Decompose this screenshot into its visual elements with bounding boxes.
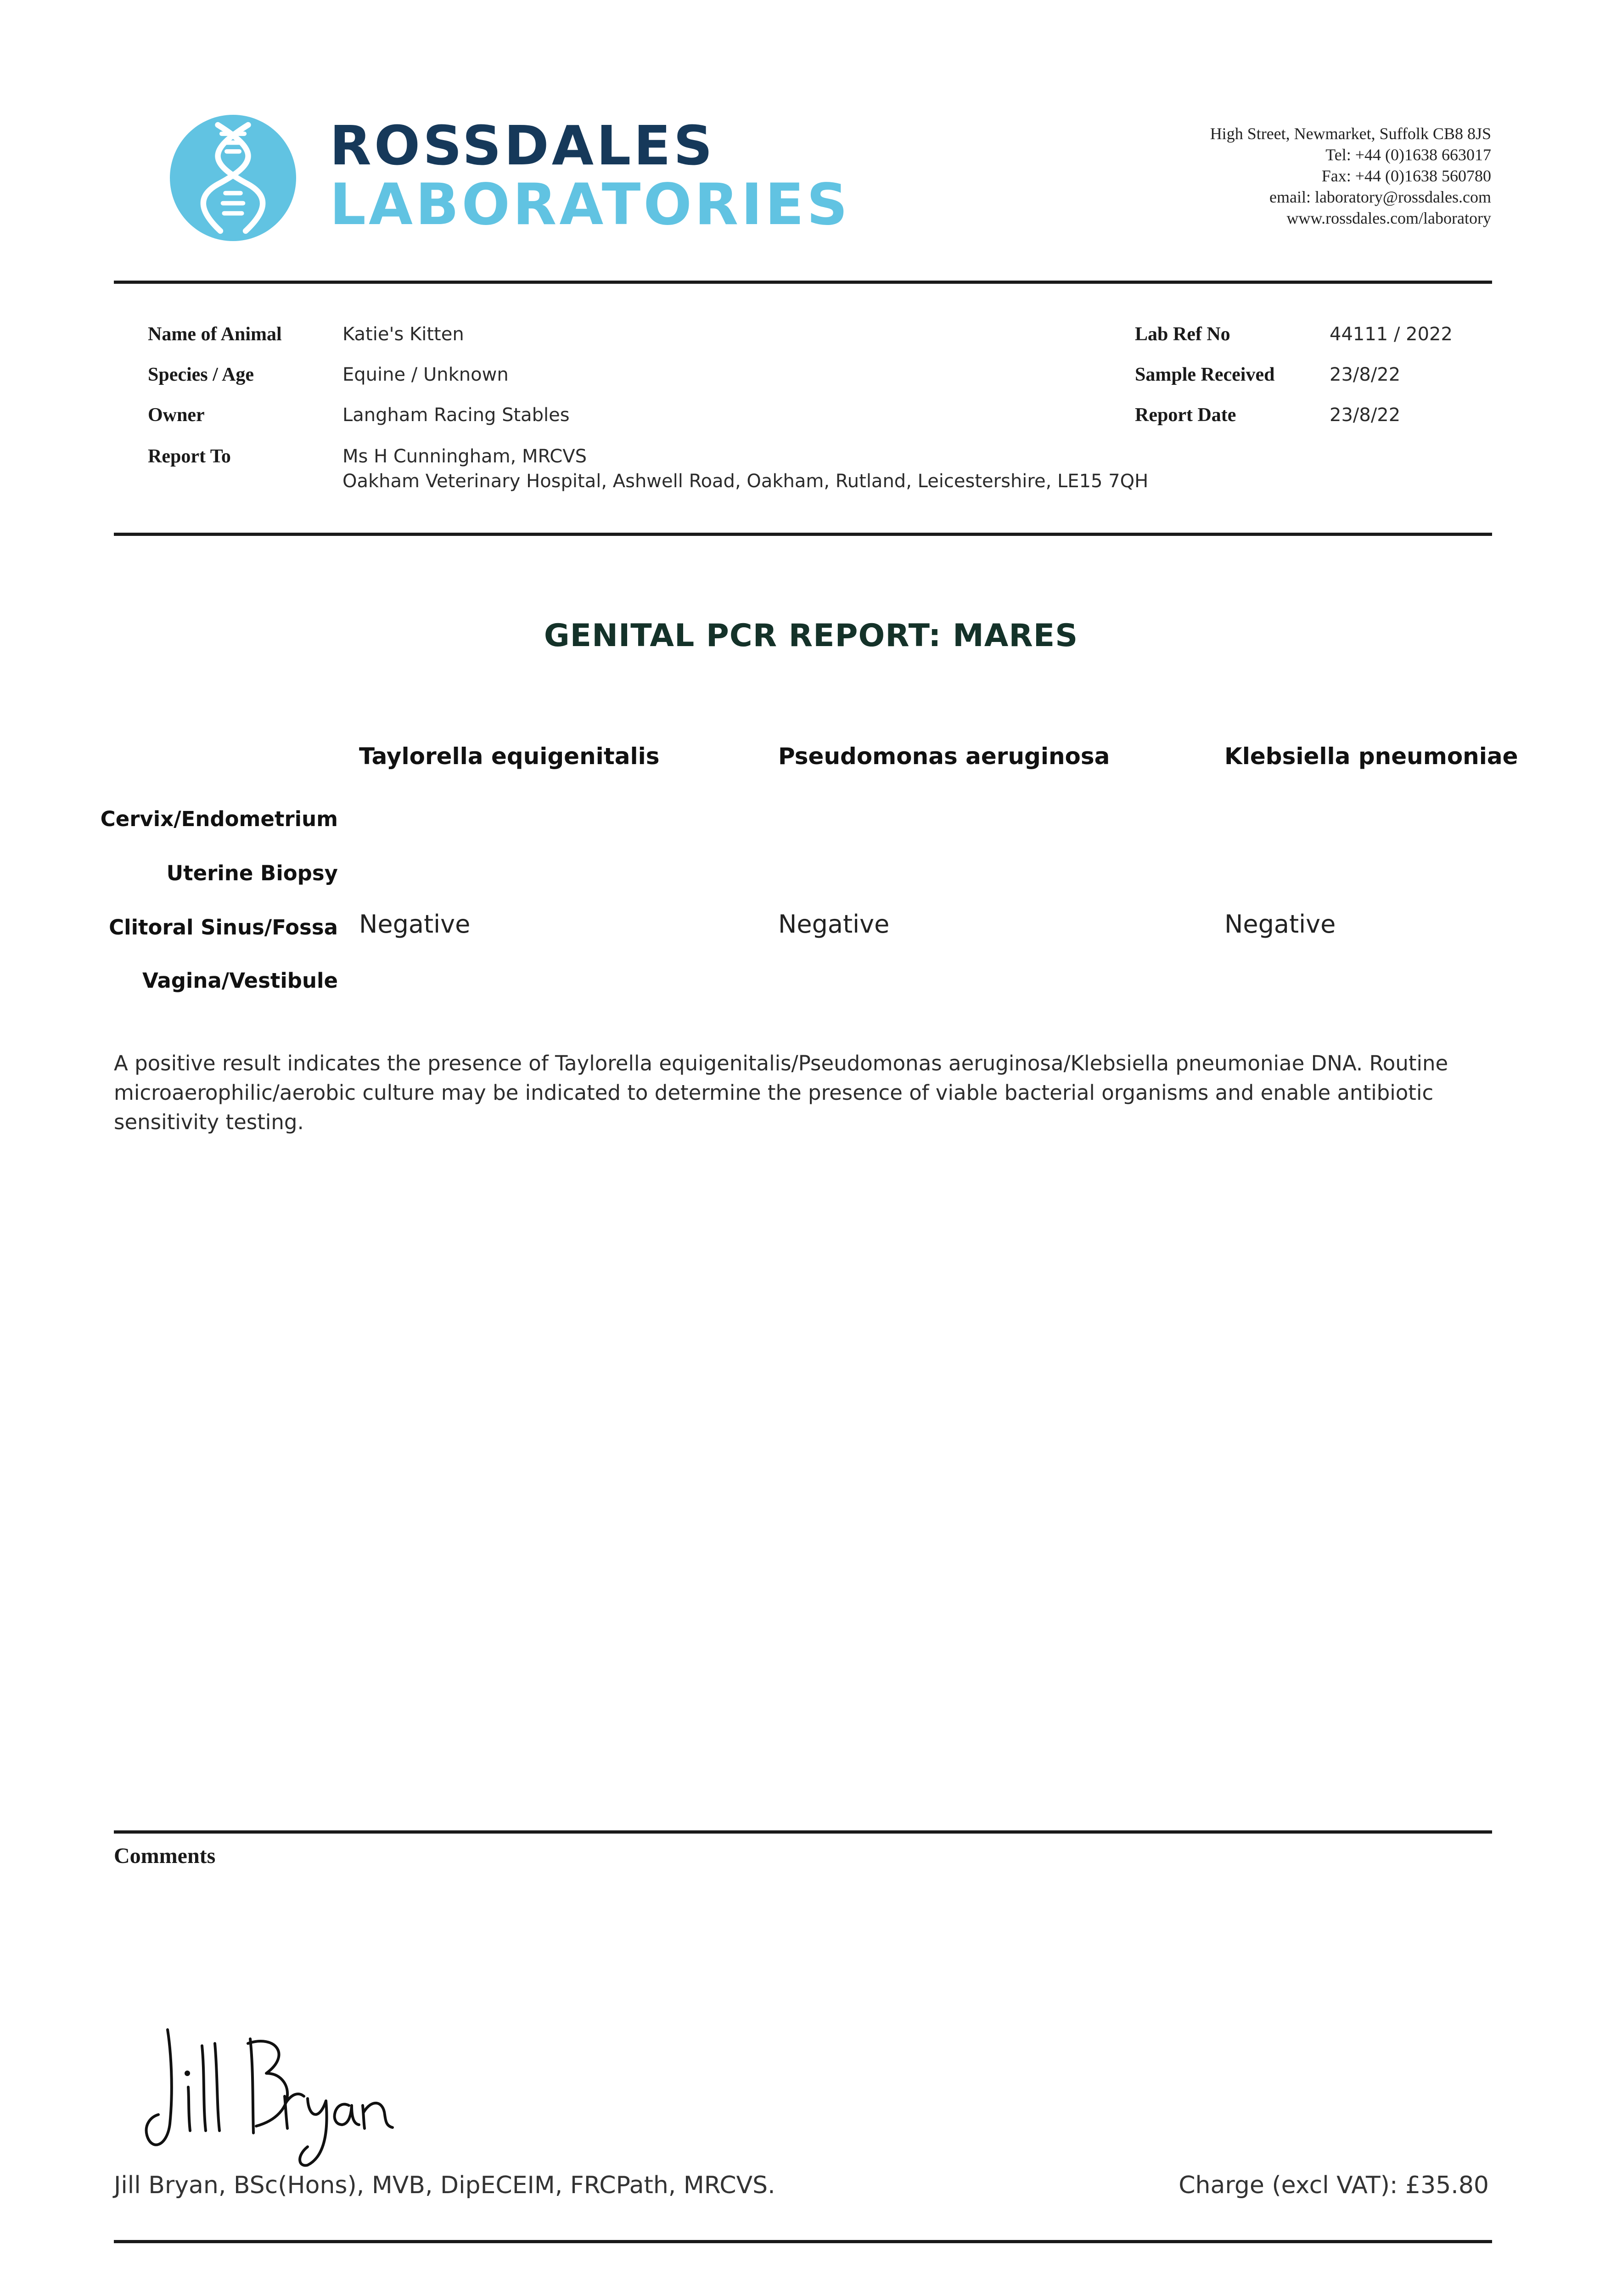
comments-label: Comments (114, 1844, 216, 1868)
report-title: GENITAL PCR REPORT: MARES (544, 618, 1078, 654)
report-date-label: Report Date (1135, 405, 1236, 426)
contact-tel: Tel: +44 (0)1638 663017 (1325, 146, 1491, 164)
owner-value: Langham Racing Stables (342, 405, 570, 426)
brand-name: ROSSDALES (330, 114, 715, 177)
column-header: Klebsiella pneumoniae (1224, 743, 1518, 770)
result-cell: Negative (1224, 910, 1336, 939)
column-header: Taylorella equigenitalis (359, 743, 660, 770)
result-cell: Negative (359, 910, 471, 939)
contact-fax: Fax: +44 (0)1638 560780 (1321, 167, 1491, 185)
species-label: Species / Age (148, 364, 254, 385)
signature-image (133, 2018, 409, 2174)
report-to-address: Oakham Veterinary Hospital, Ashwell Road, Oakham, Rutland, Leicestershire, LE15 7QH (342, 471, 1149, 492)
contact-address: High Street, Newmarket, Suffolk CB8 8JS (1210, 124, 1491, 143)
brand-subtitle: LABORATORIES (330, 172, 851, 238)
contact-block (986, 123, 1491, 229)
contact-email[interactable]: email: laboratory@rossdales.com (1269, 188, 1491, 206)
report-to-name: Ms H Cunningham, MRCVS (342, 446, 587, 467)
lab-ref-label: Lab Ref No (1135, 324, 1230, 345)
sample-received-label: Sample Received (1135, 364, 1275, 385)
column-header: Pseudomonas aeruginosa (778, 743, 1110, 770)
comments-divider (114, 1830, 1492, 1834)
report-to-label: Report To (148, 446, 231, 467)
charge-amount: Charge (excl VAT): £35.80 (1179, 2172, 1489, 2199)
row-label: Cervix/Endometrium (100, 807, 338, 831)
dna-logo-icon (170, 115, 296, 241)
header-divider (114, 281, 1492, 284)
species-value: Equine / Unknown (342, 364, 509, 385)
footer-divider (114, 2240, 1492, 2243)
contact-website[interactable]: www.rossdales.com/laboratory (1286, 209, 1491, 227)
owner-label: Owner (148, 405, 205, 426)
row-label: Clitoral Sinus/Fossa (109, 915, 338, 940)
details-divider (114, 533, 1492, 536)
report-date-value: 23/8/22 (1330, 405, 1401, 426)
lab-ref-value: 44111 / 2022 (1330, 324, 1453, 345)
result-disclaimer: A positive result indicates the presence of Taylorella equigenitalis/Pseudomonas aeruginosa/Klebsiella pneumoniae DNA. Routine microaerophilic/aerobic culture may be indicated to determine the presence of viable bacterial organisms and enable antibiotic sensitivity testing. (114, 1051, 1448, 1134)
animal-label: Name of Animal (148, 324, 282, 345)
animal-value: Katie's Kitten (342, 324, 464, 345)
result-cell: Negative (778, 910, 890, 939)
row-label: Uterine Biopsy (166, 861, 338, 885)
sample-received-value: 23/8/22 (1330, 364, 1401, 385)
row-label: Vagina/Vestibule (142, 968, 338, 993)
signatory-name: Jill Bryan, BSc(Hons), MVB, DipECEIM, FRCPath, MRCVS. (114, 2172, 775, 2199)
